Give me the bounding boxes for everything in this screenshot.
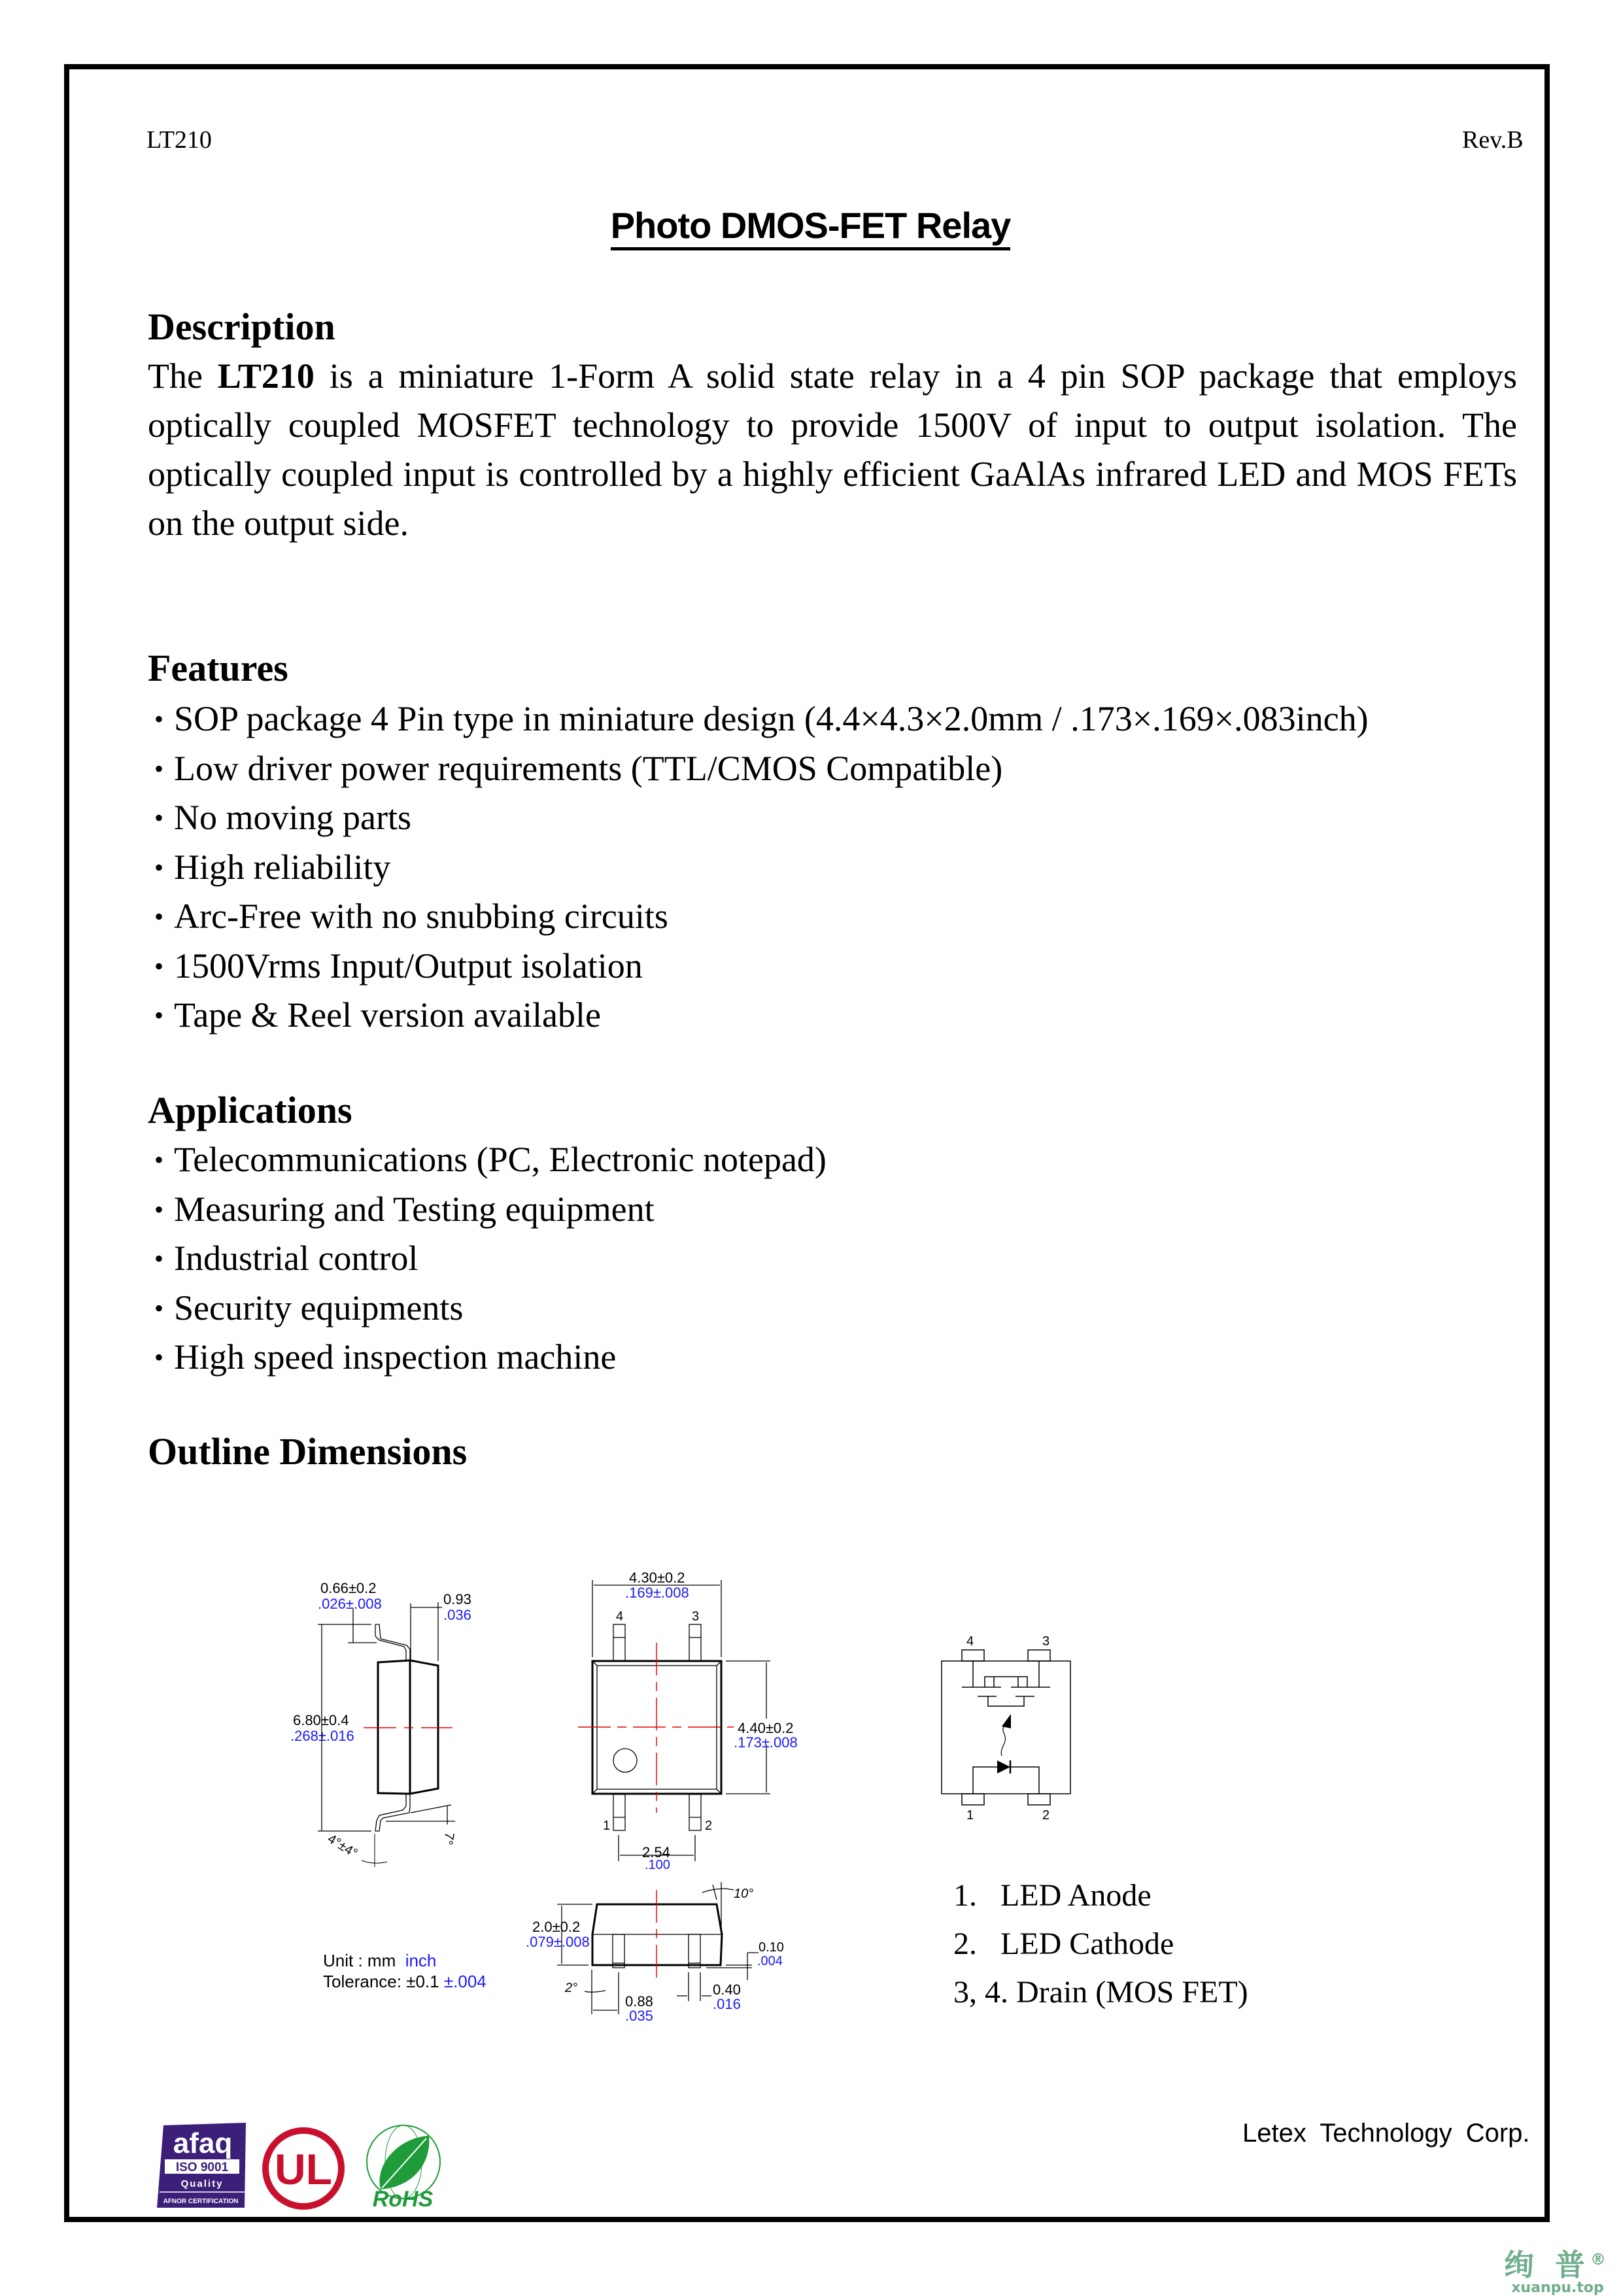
svg-text:UL: UL	[275, 2145, 332, 2193]
svg-text:0.93: 0.93	[443, 1591, 471, 1607]
features-list	[154, 694, 1369, 1040]
svg-text:.100: .100	[645, 1858, 670, 1870]
internal-schematic	[915, 1609, 1092, 1831]
application-item: • High speed inspection machine	[154, 1333, 827, 1382]
outline-heading: Outline Dimensions	[148, 1430, 468, 1473]
svg-text:4.30±0.2: 4.30±0.2	[629, 1569, 685, 1586]
description-text: The LT210 is a miniature 1-Form A solid state relay in a 4 pin SOP package that employs optically coupled MOSFET technology to provide 1500V of input to output isolation. The optically coupled input is controlled by a highly efficient GaAlAs infrared LED and MOS FETs on the output side.	[148, 356, 1518, 543]
svg-text:4: 4	[616, 1609, 624, 1624]
svg-text:2: 2	[1042, 1808, 1050, 1823]
svg-text:.169±.008: .169±.008	[625, 1585, 689, 1601]
feature-item: • SOP package 4 Pin type in miniature design (4.4×4.3×2.0mm / .173×.169×.083inch)	[154, 694, 1369, 744]
svg-text:1: 1	[603, 1819, 611, 1833]
application-item: • Industrial control	[154, 1234, 827, 1284]
svg-text:4: 4	[966, 1634, 974, 1649]
units-note: Unit : mm inch Tolerance: ±0.1 ±.004	[323, 1951, 486, 1991]
application-item: • Security equipments	[154, 1284, 827, 1333]
svg-text:afaq: afaq	[173, 2127, 233, 2159]
feature-item: • 1500Vrms Input/Output isolation	[154, 942, 1369, 991]
page-title: Photo DMOS-FET Relay	[0, 204, 1621, 247]
part-number-bold: LT210	[217, 356, 315, 396]
svg-text:AFNOR CERTIFICATION: AFNOR CERTIFICATION	[163, 2198, 239, 2205]
svg-text:0.66±0.2: 0.66±0.2	[320, 1580, 377, 1596]
svg-text:.036: .036	[443, 1607, 471, 1623]
svg-text:3: 3	[1042, 1634, 1050, 1649]
afaq-iso9001-logo	[157, 2123, 248, 2209]
application-item: • Measuring and Testing equipment	[154, 1185, 827, 1235]
svg-text:2: 2	[705, 1819, 713, 1833]
svg-text:.079±.008: .079±.008	[526, 1934, 590, 1950]
application-item: • Telecommunications (PC, Electronic notepad)	[154, 1135, 827, 1185]
svg-text:7°: 7°	[440, 1831, 457, 1846]
svg-text:4°±4°: 4°±4°	[324, 1831, 360, 1861]
features-heading: Features	[148, 647, 288, 689]
svg-text:4.40±0.2: 4.40±0.2	[738, 1720, 794, 1736]
svg-text:.035: .035	[625, 2008, 653, 2024]
feature-item: • Arc-Free with no snubbing circuits	[154, 892, 1369, 942]
svg-text:3: 3	[692, 1609, 700, 1624]
pin-item: 3, 4. Drain (MOS FET)	[953, 1975, 1248, 2010]
svg-text:6.80±0.4: 6.80±0.4	[293, 1712, 349, 1728]
pin-item: 2. LED Cathode	[953, 1927, 1174, 1961]
svg-text:0.88: 0.88	[625, 1993, 653, 2010]
svg-text:2°: 2°	[565, 1981, 578, 1995]
pin-description-list	[953, 1872, 1248, 2017]
svg-text:0.40: 0.40	[713, 1981, 741, 1998]
svg-text:.026±.008: .026±.008	[318, 1596, 382, 1612]
front-view-drawing	[510, 1864, 811, 2027]
rohs-logo	[361, 2124, 449, 2212]
svg-text:Quality: Quality	[180, 2178, 224, 2189]
ul-logo	[260, 2125, 347, 2212]
description-heading: Description	[148, 305, 335, 348]
svg-text:10°: 10°	[734, 1887, 754, 1901]
revision: Rev.B	[1462, 126, 1524, 154]
svg-text:.268±.016: .268±.016	[290, 1728, 354, 1744]
svg-text:.004: .004	[757, 1954, 783, 1968]
company-name: Letex Technology Corp.	[1242, 2119, 1530, 2148]
svg-text:2.54: 2.54	[642, 1844, 670, 1860]
feature-item: • Tape & Reel version available	[154, 991, 1369, 1040]
svg-text:0.10: 0.10	[759, 1940, 784, 1955]
side-view-drawing	[288, 1556, 523, 1870]
svg-text:RoHS: RoHS	[372, 2187, 434, 2212]
top-view-drawing	[562, 1550, 811, 1870]
applications-heading: Applications	[148, 1089, 352, 1131]
applications-list	[154, 1135, 827, 1382]
pin-item: 1. LED Anode	[953, 1878, 1152, 1913]
svg-text:1: 1	[966, 1808, 974, 1823]
svg-text:ISO 9001: ISO 9001	[175, 2161, 229, 2174]
feature-item: • No moving parts	[154, 793, 1369, 843]
feature-item: • High reliability	[154, 843, 1369, 893]
svg-text:.173±.008: .173±.008	[734, 1734, 798, 1751]
part-number: LT210	[146, 126, 212, 154]
svg-text:2.0±0.2: 2.0±0.2	[532, 1919, 581, 1935]
svg-text:.016: .016	[713, 1996, 741, 2012]
feature-item: • Low driver power requirements (TTL/CMOS Compatible)	[154, 744, 1369, 794]
watermark-logo: 绚 普® xuanpu.top	[1504, 2247, 1612, 2296]
